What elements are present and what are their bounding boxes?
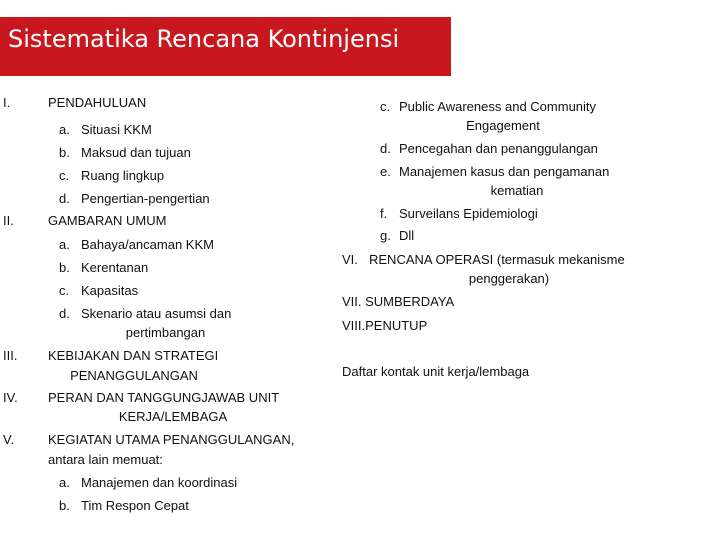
section-5c-label-line2: Engagement	[466, 118, 540, 133]
section-1b-label: Maksud dan tujuan	[81, 145, 191, 160]
section-5-number: V.	[3, 432, 15, 447]
section-5c-label-line1: Public Awareness and Community	[399, 99, 597, 114]
section-5-label-line1: KEGIATAN UTAMA PENANGGULANGAN,	[48, 432, 295, 447]
section-6-label-line2: penggerakan)	[468, 271, 550, 286]
section-5g-label: Dll	[399, 228, 415, 243]
section-5a-letter: a.	[59, 475, 70, 490]
section-5-label-line2-row	[48, 452, 318, 468]
section-5a-label: Manajemen dan koordinasi	[81, 475, 238, 490]
section-4-label-line2-row	[48, 409, 298, 425]
section-6-number: VI.	[342, 252, 358, 267]
section-4-number: IV.	[3, 390, 18, 405]
section-2d-label-line2-row	[81, 325, 250, 341]
page-title: Sistematika Rencana Kontinjensi	[8, 25, 400, 53]
section-8	[342, 318, 642, 334]
section-6-label-line2-row	[369, 271, 649, 287]
section-3-label-line1: KEBIJAKAN DAN STRATEGI	[48, 348, 219, 363]
section-5-label-line2: antara lain memuat:	[48, 452, 163, 467]
section-2-label: GAMBARAN UMUM	[48, 213, 167, 228]
section-1c-label: Ruang lingkup	[81, 168, 165, 183]
section-1b-letter: b.	[59, 145, 70, 160]
section-5c-letter: c.	[380, 99, 391, 114]
contact-list-note	[342, 364, 672, 380]
section-8-label: VIII.PENUTUP	[342, 318, 428, 333]
section-5b-letter: b.	[59, 498, 70, 513]
section-1-number: I.	[3, 95, 11, 110]
section-2a-label: Bahaya/ancaman KKM	[81, 237, 214, 252]
section-1d-letter: d.	[59, 191, 70, 206]
section-2c-letter: c.	[59, 283, 70, 298]
section-5d-letter: d.	[380, 141, 391, 156]
section-5c-label-line2-row	[399, 118, 607, 134]
section-2d-label-line2: pertimbangan	[125, 325, 206, 340]
section-1c-letter: c.	[59, 168, 70, 183]
section-3-number: III.	[3, 348, 18, 363]
section-2b-label: Kerentanan	[81, 260, 149, 275]
section-4-label-line2: KERJA/LEMBAGA	[118, 409, 228, 424]
section-5e-letter: e.	[380, 164, 391, 179]
section-5e-label-line1: Manajemen kasus dan pengamanan	[399, 164, 610, 179]
section-3-label-line2: PENANGGULANGAN	[70, 368, 198, 383]
section-2c-label: Kapasitas	[81, 283, 139, 298]
section-1a-letter: a.	[59, 122, 70, 137]
section-2-number: II.	[3, 213, 14, 228]
section-5b-label: Tim Respon Cepat	[81, 498, 189, 513]
section-1d-label: Pengertian-pengertian	[81, 191, 210, 206]
contact-list-label: Daftar kontak unit kerja/lembaga	[342, 364, 530, 379]
section-3-label-line2-row	[48, 368, 220, 384]
section-7	[342, 294, 642, 310]
section-2a-letter: a.	[59, 237, 70, 252]
section-1a-label: Situasi KKM	[81, 122, 152, 137]
section-5f-letter: f.	[380, 206, 388, 221]
section-6-label-line1: RENCANA OPERASI (termasuk mekanisme	[369, 252, 625, 267]
section-4-label-line1: PERAN DAN TANGGUNGJAWAB UNIT	[48, 390, 280, 405]
section-5g-letter: g.	[380, 228, 391, 243]
section-2b-letter: b.	[59, 260, 70, 275]
section-5d-label: Pencegahan dan penanggulangan	[399, 141, 598, 156]
section-5f-label: Surveilans Epidemiologi	[399, 206, 538, 221]
section-7-label: VII. SUMBERDAYA	[342, 294, 455, 309]
section-5e-label-line2: kematian	[490, 183, 544, 198]
section-2d-label-line1: Skenario atau asumsi dan	[81, 306, 232, 321]
section-1-label: PENDAHULUAN	[48, 95, 147, 110]
section-5e-label-line2-row	[399, 183, 635, 199]
section-2d-letter: d.	[59, 306, 70, 321]
